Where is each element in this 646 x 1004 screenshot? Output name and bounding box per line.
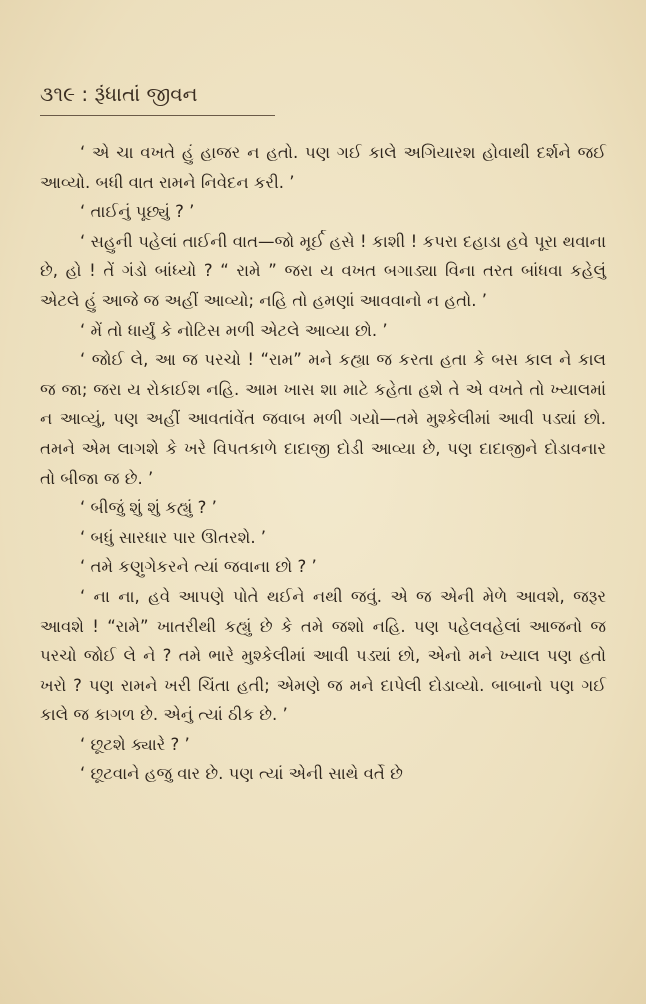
paragraph: ‘ મેં તો ધાર્યું કે નોટિસ મળી એટલે આવ્યા છો. ’ (80, 320, 388, 340)
paragraph: ‘ તાઈનું પૂછ્યું ? ’ (80, 202, 195, 222)
paragraph: ‘ છૂટવાને હજુ વાર છે. પણ ત્યાં એની સાથે વર્તે છે (80, 764, 403, 784)
paragraph: ‘ જોઈ લે, આ જ પરચો ! “રામ” મને કહ્યા જ કરતા હતા કે બસ કાલ ને કાલ જ જા; જરા ય રોકાઈશ નહિ. આમ ખાસ શા માટે કહેતા હશે તે એ વખતે તો ખ્યાલમાં ન આવ્યું, પણ અહીં આવતાંવેંત જવાબ મળી ગયો—તમે મુશ્કેલીમાં આવી પડ્યાં છો. તમને એમ લાગશે કે ખરે વિપતકાળે દાદાજી દોડી આવ્યા છે, પણ દાદાજીને દોડાવનાર તો બીજા જ છે. ’ (40, 350, 606, 488)
paragraph: ‘ એ ચા વખતે હું હાજર ન હતો. પણ ગઈ કાલે અગિયારશ હોવાથી દર્શને જઈ આવ્યો. બધી વાત રામને નિવેદન કરી. ’ (40, 143, 606, 192)
paragraph: ‘ સહુની પહેલાં તાઈની વાત—જો મૂર્ઈ હસે ! કાશી ! કપરા દહાડા હવે પૂરા થવાના છે, હો ! તેં ગંડો બાંધ્યો ? “ રામે ” જરા ય વખત બગાડ્યા વિના તરત બાંધવા કહેલું એટલે હું આજે જ અહીં આવ્યો; નહિ તો હમણાં આવવાનો ન હતો. ’ (40, 231, 606, 310)
paragraph: ‘ ના ના, હવે આપણે પોતે થઈને નથી જવું. એ જ એની મેળે આવશે, જરૂર આવશે ! “રામે” ખાતરીથી કહ્યું છે કે તમે જશો નહિ. પણ પહેલવહેલાં આજનો જ પરચો જોઈ લે ને ? તમે ભારે મુશ્કેલીમાં આવી પડ્યાં છો, એનો મને ખ્યાલ પણ હતો ખરો ? પણ રામને ખરી ચિંતા હતી; એમણે જ મને દાપેલી દોડાવ્યો. બાબાનો પણ ગઈ કાલે જ કાગળ છે. એનું ત્યાં ઠીક છે. ’ (40, 586, 606, 725)
paragraph: ‘ તમે કણુગેકરને ત્યાં જવાના છો ? ’ (80, 557, 317, 577)
paragraph: ‘ બીજું શું શું કહ્યું ? ’ (80, 498, 217, 518)
paragraph: ‘ છૂટશે ક્યારે ? ’ (80, 734, 190, 754)
body-text (40, 138, 606, 789)
book-title: રૂંધાતાં જીવન (94, 82, 198, 106)
page-number: ૩૧૯ (40, 82, 75, 106)
paragraph: ‘ બધું સારધાર પાર ઊતરશે. ’ (80, 527, 267, 547)
head-separator: : (81, 82, 89, 106)
header-rule (40, 115, 275, 116)
running-head (40, 80, 280, 108)
